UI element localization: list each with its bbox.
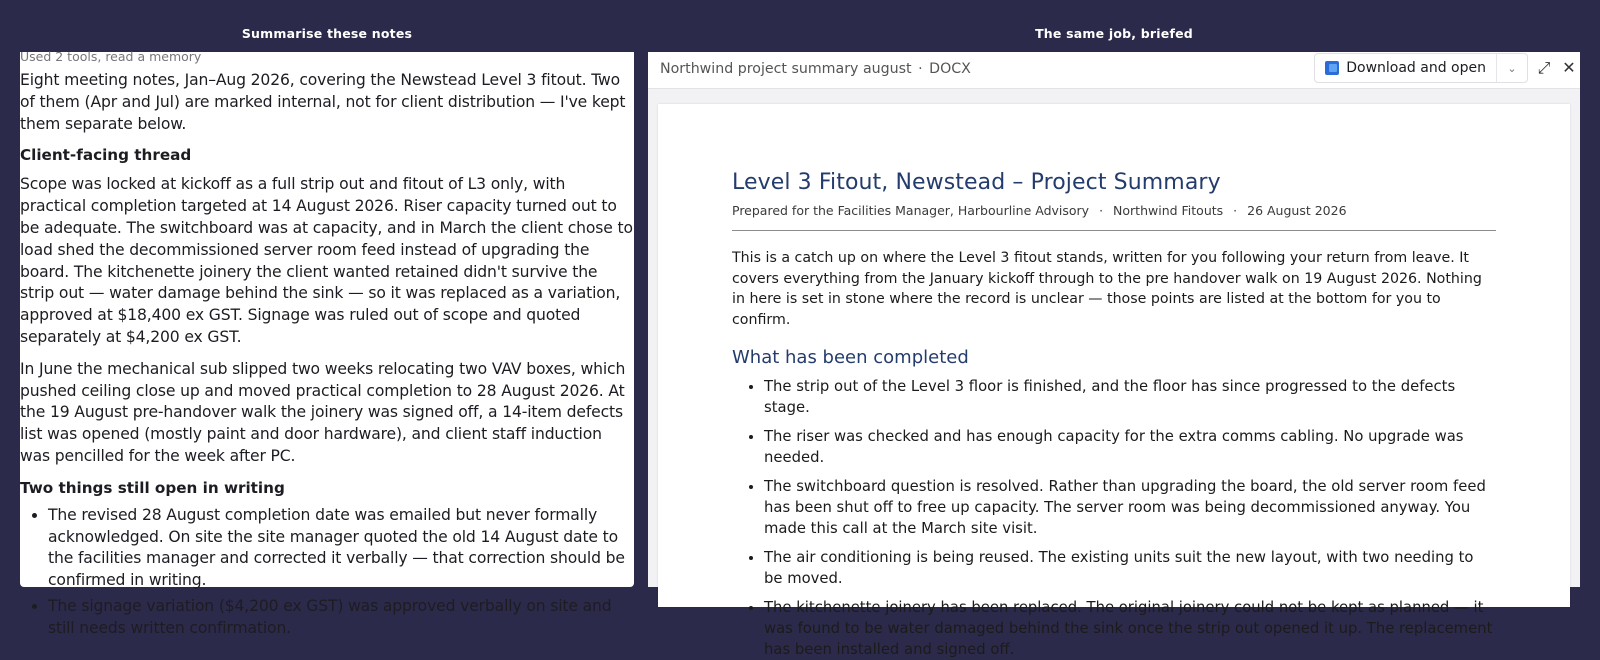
chat-message bbox=[20, 50, 634, 640]
close-button[interactable] bbox=[1558, 58, 1580, 80]
list-item: • The strip out of the Level 3 floor is finished, and the floor has since progressed to the defects stage. bbox=[764, 376, 1496, 418]
document-filename bbox=[660, 61, 971, 77]
left-panel-title: Summarise these notes bbox=[241, 26, 413, 41]
word-icon bbox=[1325, 61, 1339, 75]
tool-usage-note[interactable]: Used 2 tools, read a memory bbox=[20, 49, 202, 64]
download-options-button[interactable] bbox=[1497, 62, 1527, 75]
close-icon: ✕ bbox=[1562, 60, 1576, 77]
left-panel-header bbox=[20, 20, 634, 52]
list-item: • The air conditioning is being reused. The existing units suit the new layout, with two needing to be moved. bbox=[764, 547, 1496, 589]
document-toolbar bbox=[648, 52, 1580, 89]
summary-paragraph-1: Scope was locked at kickoff as a full strip out and fitout of L3 only, with practical completion targeted at 14 August 2026. Riser capacity turned out to be adequate. The switchboard was at capacity, and in March the client chose to load shed the decommissioned server room feed instead of upgrading the board. The kitchenette joinery the client wanted retained didn't survive the strip out — water damage behind the sink — so it was replaced as a variation, approved at $18,400 ex GST. Signage was ruled out of scope and quoted separately at $4,200 ex GST. bbox=[20, 175, 633, 346]
company-name: Northwind Fitouts bbox=[1113, 203, 1224, 218]
collapse-button[interactable] bbox=[1533, 58, 1555, 80]
doc-subtitle bbox=[732, 203, 1496, 231]
download-label: Download and open bbox=[1346, 60, 1486, 76]
list-item: • The kitchenette joinery has been replaced. The original joinery could not be kept as planned — it was found to be water damaged behind the sink once the strip out opened it up. The replacement has been installed and signed off. bbox=[764, 597, 1496, 660]
document-title: Northwind project summary august bbox=[660, 61, 912, 77]
right-panel-header bbox=[648, 20, 1580, 52]
document-type: DOCX bbox=[929, 61, 971, 77]
prepared-for: Prepared for the Facilities Manager, Harbourline Advisory bbox=[732, 203, 1090, 218]
summary-paragraph-2: In June the mechanical sub slipped two weeks relocating two VAV boxes, which pushed ceiling close up and moved practical completion to 28 August 2026. At the 19 August pre-handover walk the joinery was signed off, a 14-item defects list was opened (mostly paint and door hardware), and client staff induction was pencilled for the week after PC. bbox=[20, 359, 626, 465]
document-viewer bbox=[648, 52, 1580, 658]
list-item: • The switchboard question is resolved. Rather than upgrading the board, the old server room feed has been shut off to free up capacity. The server room was being decommissioned anyway. You made this call at the March site visit. bbox=[764, 476, 1496, 539]
list-item: • The riser was checked and has enough capacity for the extra comms cabling. No upgrade was needed. bbox=[764, 426, 1496, 468]
document-page bbox=[658, 104, 1570, 658]
document-canvas[interactable] bbox=[648, 90, 1580, 658]
subtitle-separator: · bbox=[1233, 203, 1238, 218]
completed-list bbox=[732, 376, 1496, 660]
collapse-icon: ⤢ bbox=[1537, 60, 1551, 77]
filename-separator: · bbox=[918, 61, 923, 77]
open-items-list bbox=[20, 505, 634, 640]
download-group bbox=[1314, 53, 1528, 83]
section-heading-open: Two things still open in writing bbox=[20, 478, 285, 497]
doc-intro: This is a catch up on where the Level 3 fitout stands, written for you following your return from leave. It covers everything from the January kickoff through to the pre handover walk on 19 August 2026. Nothing in here is set in stone where the record is unclear — those points are listed at the bottom for you to confirm. bbox=[732, 250, 1482, 328]
chat-panel bbox=[20, 49, 634, 637]
summary-intro: Eight meeting notes, Jan–Aug 2026, covering the Newstead Level 3 fitout. Two of them (Apr and Jul) are marked internal, not for client distribution — I've kept them separate below. bbox=[20, 71, 626, 133]
download-and-open-button[interactable] bbox=[1315, 54, 1497, 82]
section-heading-client: Client-facing thread bbox=[20, 146, 192, 165]
right-panel-title: The same job, briefed bbox=[1035, 26, 1193, 41]
doc-date: 26 August 2026 bbox=[1247, 203, 1347, 218]
list-item: • The revised 28 August completion date was emailed but never formally acknowledged. On site the site manager quoted the old 14 August date to the facilities manager and corrected it verbally — that correction should be confirmed in writing. bbox=[48, 505, 634, 592]
list-item: • The signage variation ($4,200 ex GST) was approved verbally on site and still needs written confirmation. bbox=[48, 596, 634, 640]
completed-heading: What has been completed bbox=[732, 347, 969, 368]
chevron-down-icon: ⌄ bbox=[1507, 62, 1517, 75]
subtitle-separator: · bbox=[1099, 203, 1104, 218]
doc-title: Level 3 Fitout, Newstead – Project Summary bbox=[732, 170, 1221, 195]
